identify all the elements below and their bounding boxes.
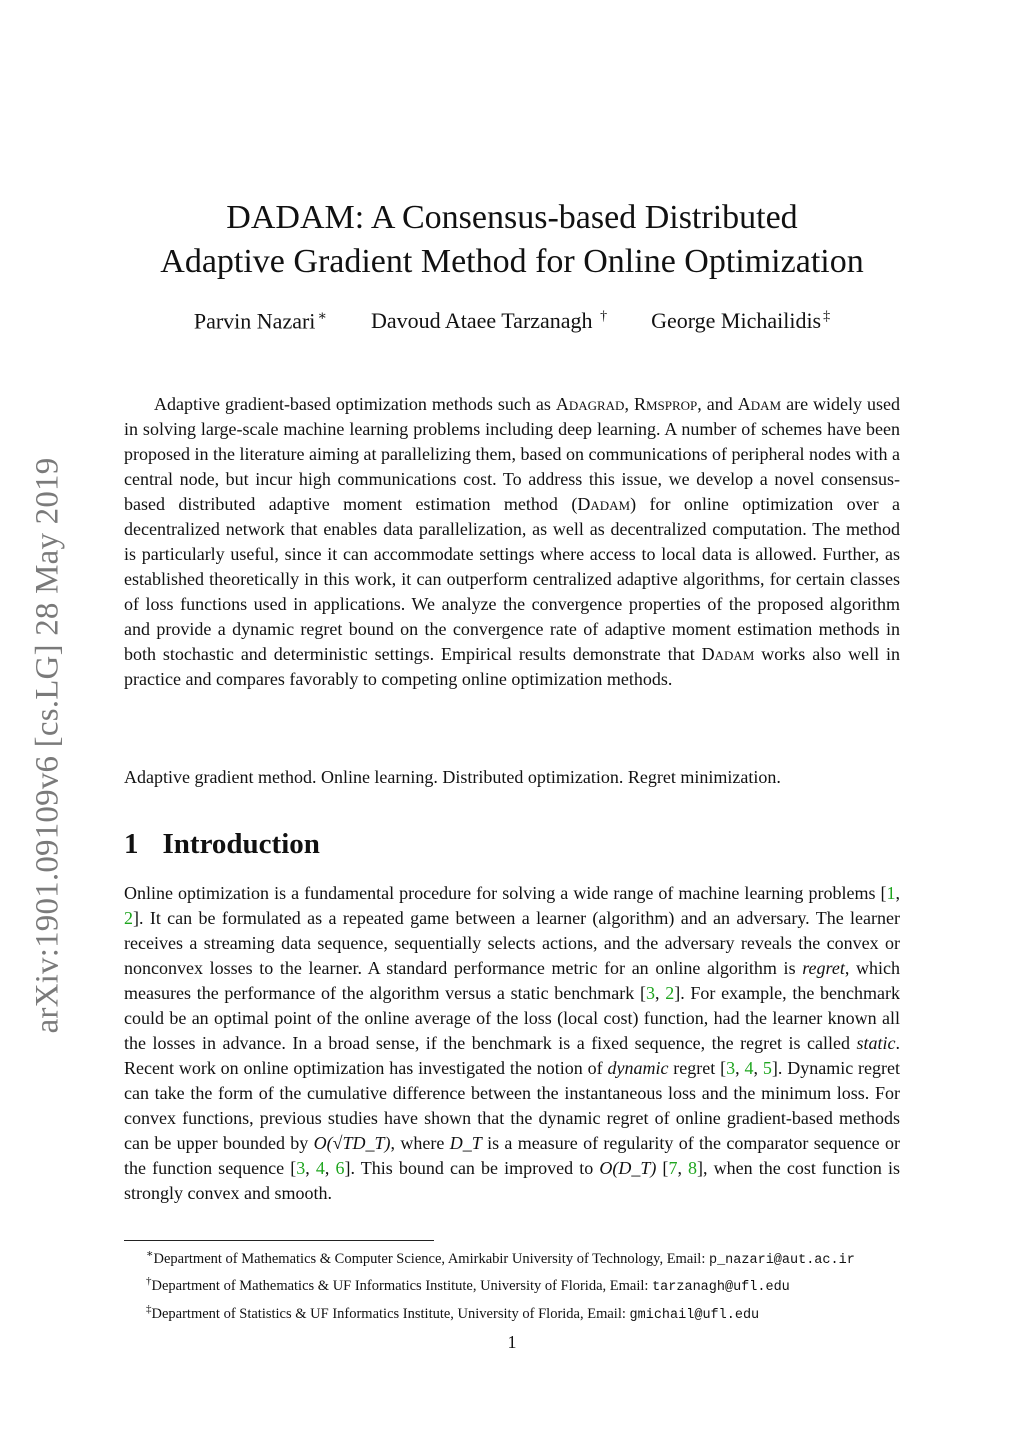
author [651,308,830,334]
footnote-text: Department of Mathematics & Computer Science, Amirkabir University of Technology, Email: [153,1250,709,1267]
author-mark: ∗ [317,309,327,324]
math-bound: O(√TD_T) [313,1133,391,1153]
arxiv-stamp [24,440,72,1050]
title-line-2: Adaptive Gradient Method for Online Optimization [160,243,864,280]
paper-title [0,196,1024,284]
citation-link[interactable]: 2 [124,908,133,928]
section-title: Introduction [162,828,320,860]
rmsprop-term: Rmsprop [633,394,698,414]
section-number: 1 [124,828,139,860]
footnote-mark: † [146,1275,152,1288]
citation-link[interactable]: 2 [665,983,675,1003]
intro-paragraph: Online optimization is a fundamental procedure for solving a wide range of machine learning problems [1, 2]. It can be formulated as a repeated game between a learner (algorithm) and an adversary. The learner receives a streaming data sequence, sequentially selects actions, and the adversary reveals the convex or nonconvex losses to the learner. A standard performance metric for an online algorithm is regret, which measures the performance of the algorithm versus a static benchmark [3, 2]. For example, the benchmark could be an optimal point of the online average of the loss (local cost) function, had the learner known all the losses in advance. In a broad sense, if the benchmark is a fixed sequence, the regret is called static. Recent work on online optimization has investigated the notion of dynamic regret [3, 4, 5]. Dynamic regret can take the form of the cumulative difference between the instantaneous loss and the minimum loss. For convex functions, previous studies have shown that the dynamic regret of online gradient-based methods can be upper bounded by O(√TD_T), where D_T is a measure of regularity of the comparator sequence or the function sequence [3, 4, 6]. This bound can be improved to O(D_T) [7, 8], when the cost function is strongly convex and smooth. [124,883,901,1203]
section-heading [124,824,320,864]
footnote-text: Department of Statistics & UF Informatics Institute, University of Florida, Email: [151,1305,630,1322]
footnote [124,1244,900,1271]
citation-link[interactable]: 3 [296,1158,306,1178]
citation-link[interactable]: 1 [886,883,896,903]
author-name: Parvin Nazari [193,308,316,334]
author-mark: † [600,308,608,324]
citation-link[interactable]: 7 [668,1158,678,1178]
author [194,308,327,334]
page-number: 1 [507,1332,517,1352]
citation-link[interactable]: 4 [744,1058,754,1078]
math-improved-bound: O(D_T) [599,1158,657,1178]
footnote [124,1271,900,1298]
footnote-email[interactable]: gmichail@ufl.edu [629,1307,760,1323]
footnote-mark: ∗ [146,1248,154,1260]
citation-link[interactable]: 8 [688,1158,698,1178]
citation-link[interactable]: 5 [762,1058,772,1078]
author-list [0,308,1024,334]
author-mark: ‡ [823,308,831,324]
dadam-term: Dadam [577,494,631,514]
keywords: Adaptive gradient method. Online learning. Distributed optimization. Regret minimization. [124,767,781,787]
citation-link[interactable]: 3 [726,1058,736,1078]
footnote [124,1299,900,1326]
term-regret: regret [802,958,845,978]
footnote-rule [124,1240,434,1241]
adam-term: Adam [737,394,782,414]
footnote-email[interactable]: p_nazari@aut.ac.ir [708,1252,855,1268]
footnote-mark: ‡ [146,1302,152,1315]
title-line-1: DADAM: A Consensus-based Distributed [226,199,798,236]
term-dynamic: dynamic [607,1058,669,1078]
citation-link[interactable]: 3 [645,983,655,1003]
author-name: George Michailidis [651,308,822,333]
math-dt: D_T [449,1133,482,1153]
footnotes [124,1244,900,1326]
author-name: Davoud Ataee Tarzanagh [370,308,593,333]
footnote-text: Department of Mathematics & UF Informatics Institute, University of Florida, Email: [151,1278,653,1295]
adagrad-term: Adagrad [555,394,625,414]
arxiv-stamp-text: arXiv:1901.09109v6 [cs.LG] 28 May 2019 [29,457,66,1033]
dadam-term: Dadam [701,644,755,664]
author [371,308,607,334]
term-static: static [856,1033,896,1053]
citation-link[interactable]: 4 [315,1158,325,1178]
footnote-email[interactable]: tarzanagh@ufl.edu [652,1280,790,1296]
citation-link[interactable]: 6 [335,1158,345,1178]
abstract: Adaptive gradient-based optimization methods such as Adagrad, Rmsprop, and Adam are widely used in solving large-scale machine learning problems including deep learning. A number of schemes have been proposed in the literature aiming at parallelizing them, based on communications of peripheral nodes with a central node, but incur high communications cost. To address this issue, we develop a novel consensus-based distributed adaptive moment estimation method (Dadam) for online optimization over a decentralized network that enables data parallelization, as well as decentralized computation. The method is particularly useful, since it can accommodate settings where access to local data is allowed. Further, as established theoretically in this work, it can outperform centralized adaptive algorithms, for certain classes of loss functions used in applications. We analyze the convergence properties of the proposed algorithm and provide a dynamic regret bound on the convergence rate of adaptive moment estimation methods in both stochastic and deterministic settings. Empirical results demonstrate that Dadam works also well in practice and compares favorably to competing online optimization methods. [124,394,901,689]
